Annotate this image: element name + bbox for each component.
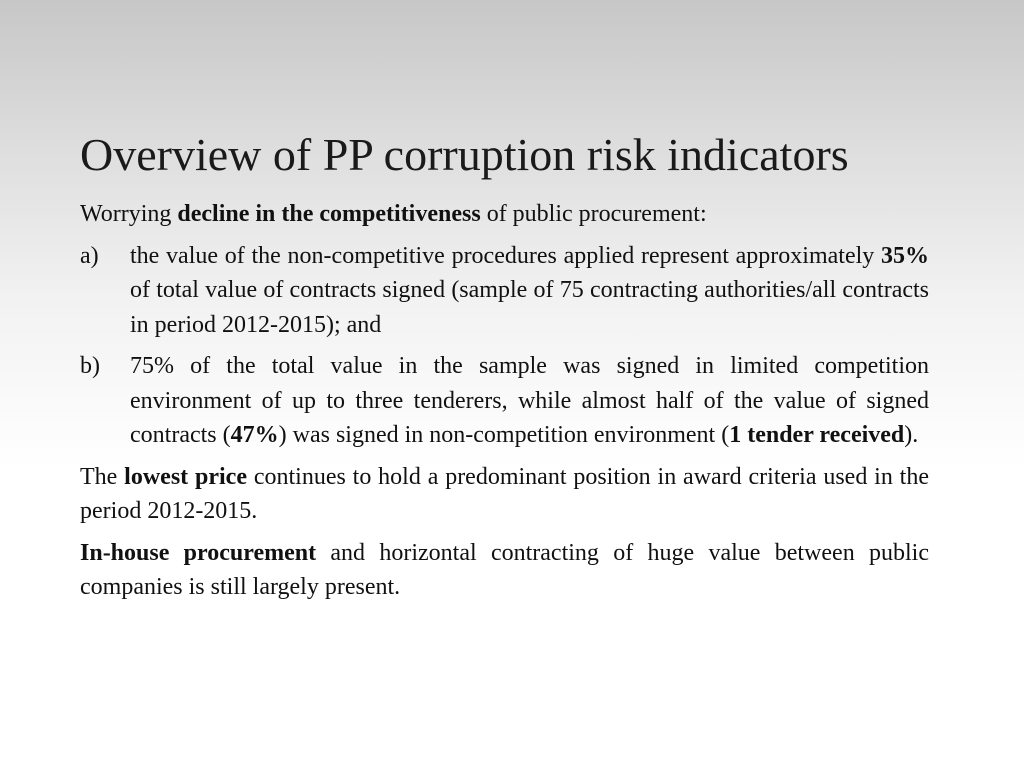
intro-text-post: of public procurement: [480,201,707,227]
item-b-text-3: ). [904,422,919,448]
intro-text-pre: Worrying [80,201,178,227]
para2-text-bold: lowest price [124,463,247,490]
para2-text-post: continues to hold a predominant position in award criteria used in the period 2012-2015. [80,463,929,524]
lowest-price-paragraph [80,460,929,529]
para3-text-post: and horizontal contracting of huge value between public companies is still largely present. [80,539,929,600]
item-b-text-2: ) was signed in non-competition environment ( [278,422,730,448]
item-a-text-2: of total value of contracts signed (sample of 75 contracting authorities/all contracts in period 2012-2015); and [130,277,929,338]
para3-text-bold: In-house procurement [80,539,317,566]
slide-body [80,197,929,612]
intro-paragraph [80,197,929,232]
list-item-a [80,239,929,343]
list-item-b [80,349,929,453]
item-b-bold-1: 47% [230,422,279,448]
item-b-bold-2: 1 tender received [729,422,905,448]
list-item-a-text [130,239,929,343]
in-house-paragraph [80,536,929,605]
list-item-b-text [130,349,929,453]
list-marker-a: a) [80,242,99,269]
item-b-text-1: 75% of the total value in the sample was signed in limited competition environment of up to three tenderers, while almost half of the value of signed contracts ( [130,353,929,448]
slide-title: Overview of PP corruption risk indicators [80,129,849,180]
item-a-bold-1: 35% [881,242,929,269]
item-a-text-1: the value of the non-competitive procedures applied represent approximately [130,242,881,269]
para2-text-pre: The [80,463,125,490]
list-marker-b: b) [80,353,100,379]
intro-text-bold: decline in the competitiveness [177,201,481,227]
